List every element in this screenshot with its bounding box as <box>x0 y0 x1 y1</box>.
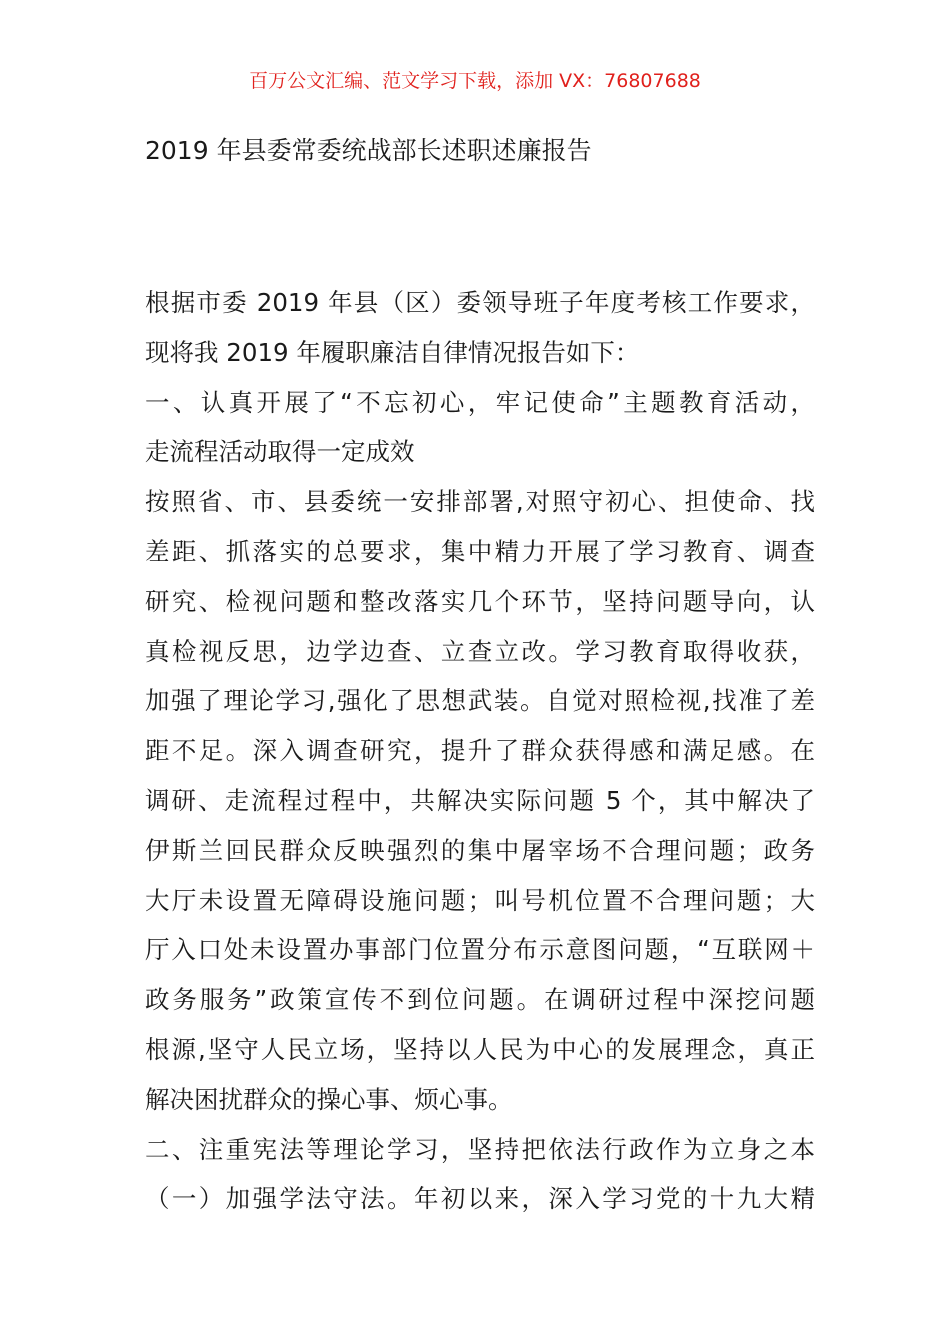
body-line: 调研、走流程过程中，共解决实际问题 5 个，其中解决了 <box>145 785 815 815</box>
document-title: 2019 年县委常委统战部长述职述廉报告 <box>145 136 592 165</box>
document-body <box>145 278 815 1224</box>
header-watermark-note: 百万公文汇编、范文学习下载，添加 VX：76807688 <box>249 70 701 92</box>
body-line: 根据市委 2019 年县（区）委领导班子年度考核工作要求， <box>145 288 815 317</box>
body-line: 现将我 2019 年履职廉洁自律情况报告如下： <box>145 337 640 367</box>
body-line: 政务服务”政策宣传不到位问题。在调研过程中深挖问题 <box>145 985 815 1015</box>
body-line: 真检视反思，边学边查、立查立改。学习教育取得收获， <box>145 636 815 666</box>
body-line: 走流程活动取得一定成效 <box>145 437 415 467</box>
body-line: 一、认真开展了“不忘初心，牢记使命”主题教育活动， <box>145 387 815 417</box>
body-line: 解决困扰群众的操心事、烦心事。 <box>145 1084 513 1114</box>
body-line: 伊斯兰回民群众反映强烈的集中屠宰场不合理问题；政务 <box>145 835 815 865</box>
body-line: （一）加强学法守法。年初以来，深入学习党的十九大精 <box>145 1184 815 1214</box>
body-line: 厅入口处未设置办事部门位置分布示意图问题，“互联网＋ <box>145 935 815 965</box>
body-line: 大厅未设置无障碍设施问题；叫号机位置不合理问题；大 <box>145 885 815 915</box>
body-line: 按照省、市、县委统一安排部署,对照守初心、担使命、找 <box>145 487 815 517</box>
body-line: 距不足。深入调查研究，提升了群众获得感和满足感。在 <box>145 736 815 766</box>
body-line: 加强了理论学习,强化了思想武装。自觉对照检视,找准了差 <box>145 686 815 716</box>
body-line: 二、注重宪法等理论学习，坚持把依法行政作为立身之本 <box>145 1134 815 1164</box>
body-line: 研究、检视问题和整改落实几个环节，坚持问题导向，认 <box>145 586 815 616</box>
body-line: 根源,坚守人民立场，坚持以人民为中心的发展理念，真正 <box>145 1034 815 1064</box>
body-line: 差距、抓落实的总要求，集中精力开展了学习教育、调查 <box>145 536 815 566</box>
